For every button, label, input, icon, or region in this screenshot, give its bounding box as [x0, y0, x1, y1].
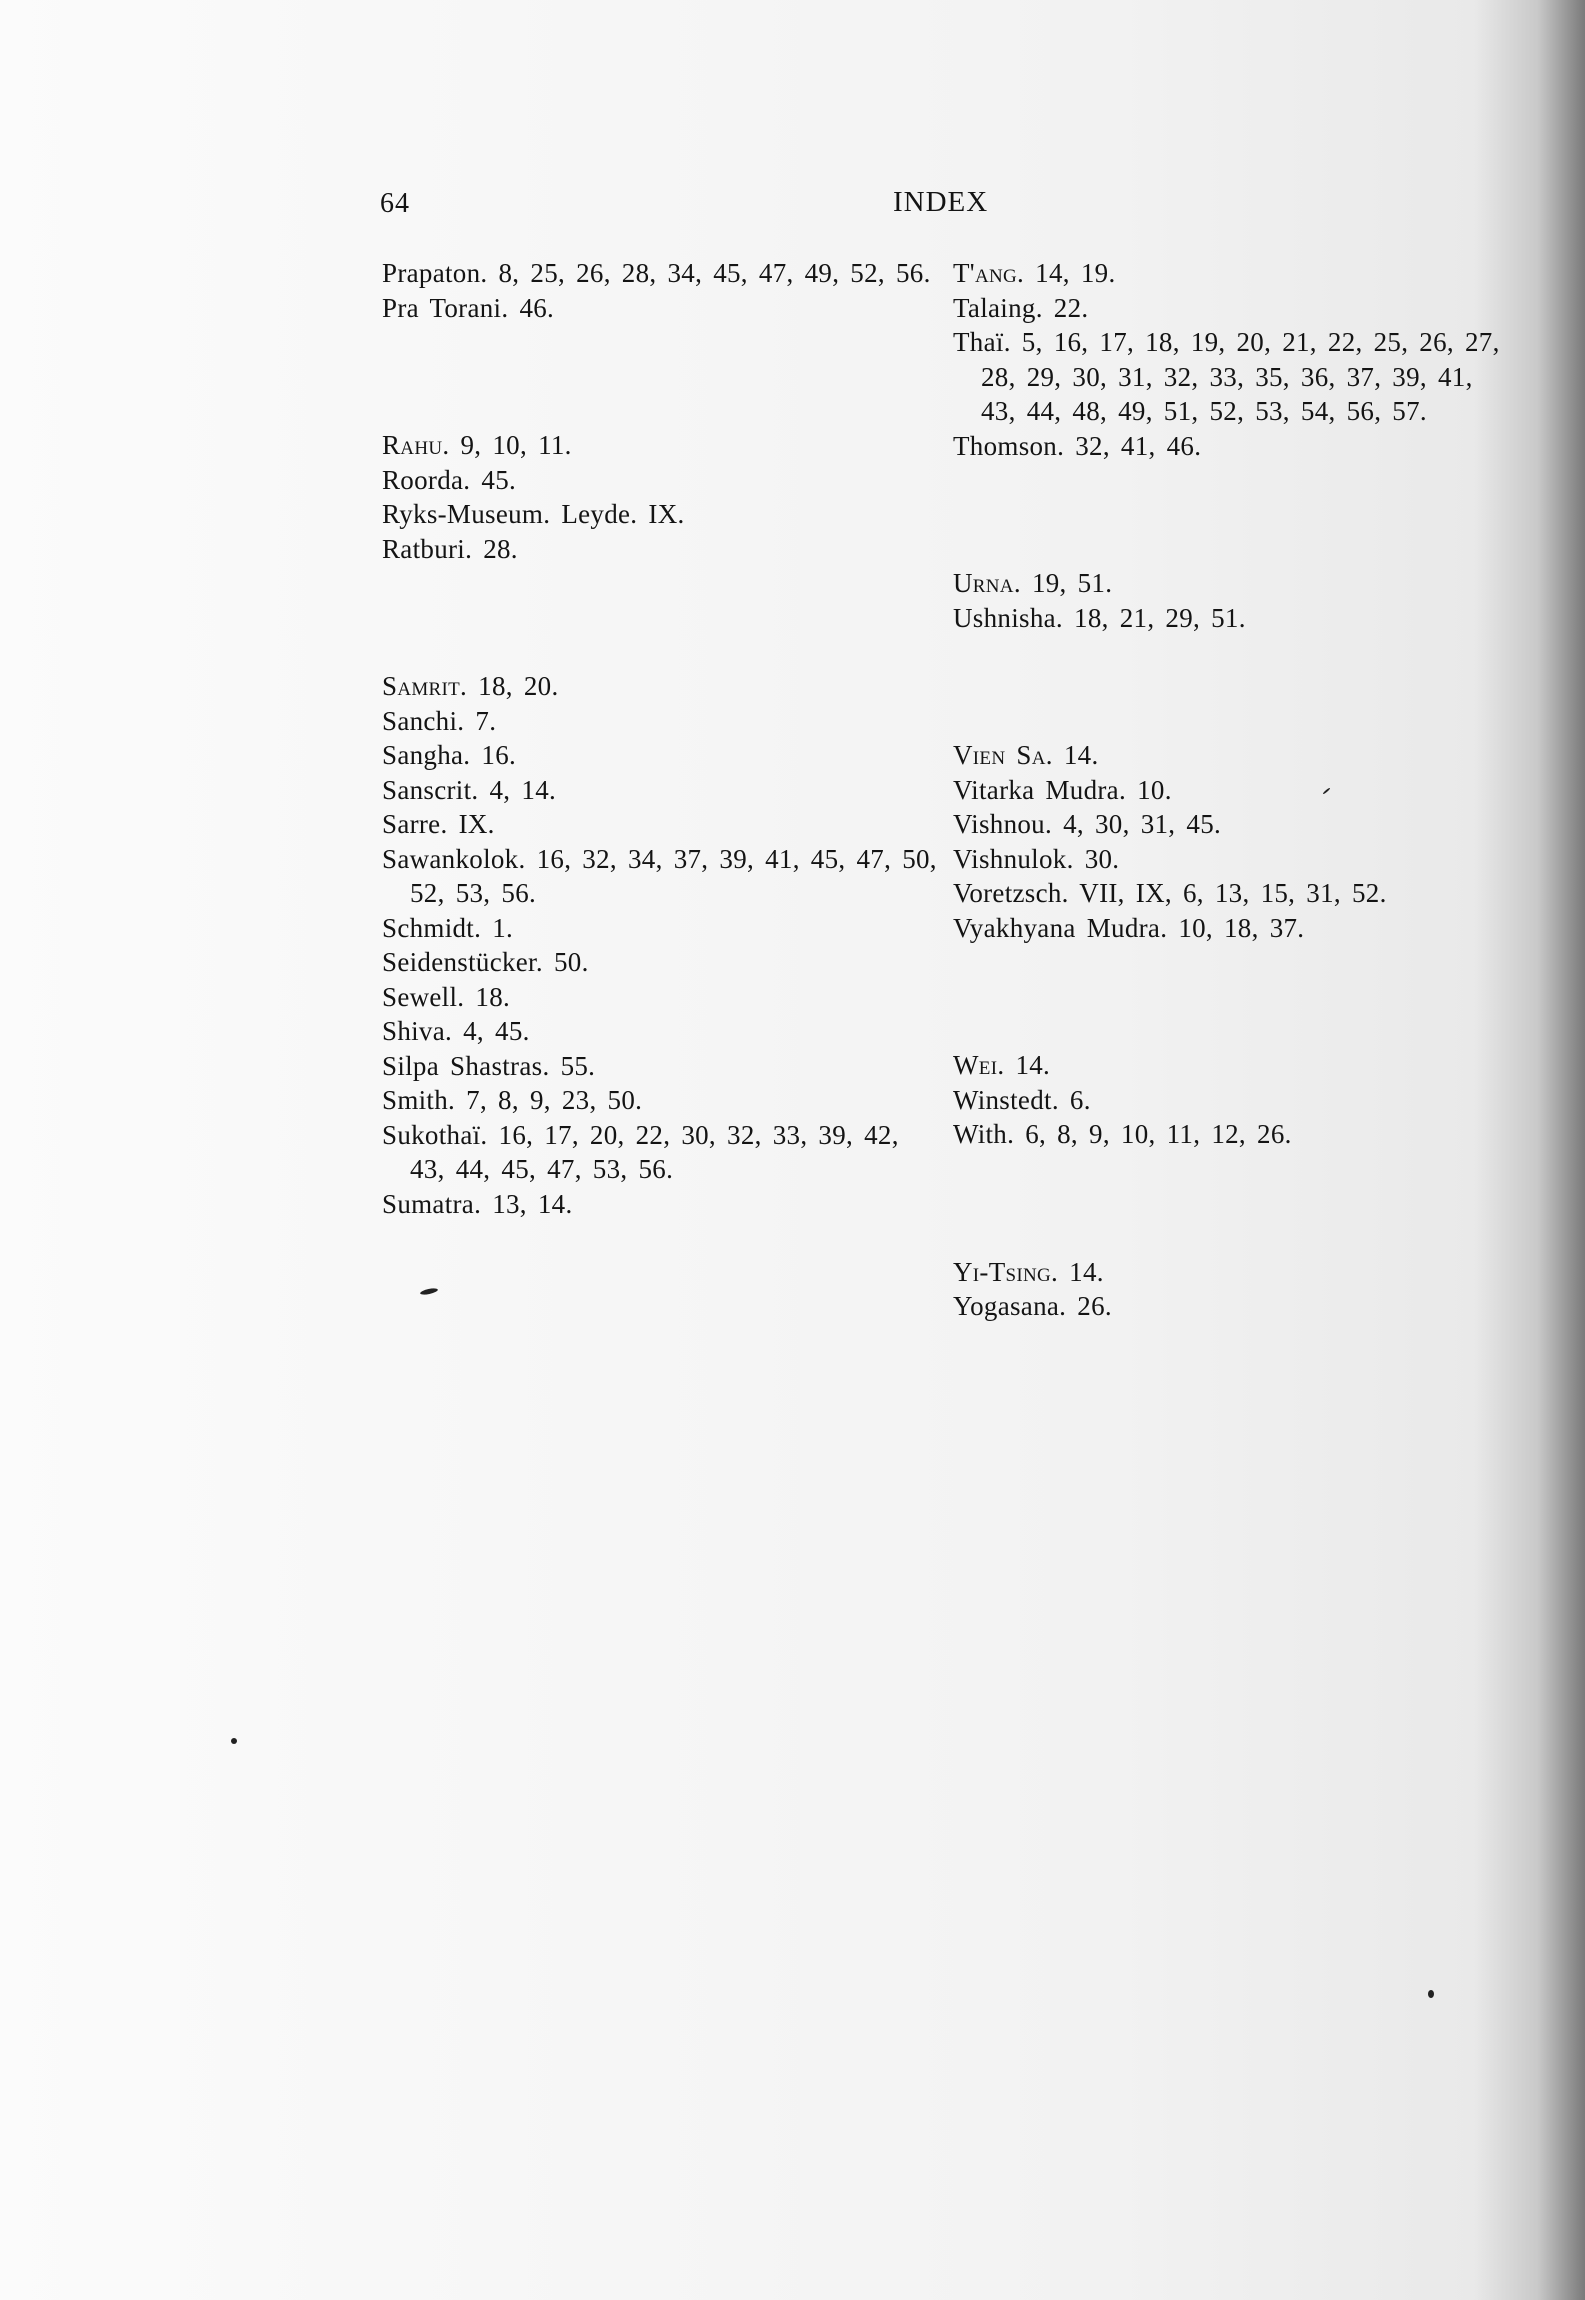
index-entry: [382, 428, 942, 463]
index-headword: Prapaton: [382, 258, 481, 288]
index-separator: .: [1035, 292, 1054, 323]
index-entry: [953, 566, 1513, 601]
letter-group-gap: [953, 945, 1513, 1048]
index-headword: Ushnisha: [953, 602, 1056, 633]
index-headword: Vitarka Mudra: [953, 774, 1119, 805]
index-page-refs: 5, 16, 17, 18, 19, 20, 21, 22, 25, 26, 27, 28, 29, 30, 31, 32, 33, 35, 36, 37, 39, 41, 43, 44, 48, 49, 51, 52, 53, 54, 56, 57.: [981, 327, 1500, 426]
index-headword: Thomson: [953, 430, 1058, 461]
index-entry: [953, 1048, 1513, 1083]
index-separator: .: [448, 1085, 467, 1115]
index-separator: .: [1045, 809, 1064, 839]
letter-group-gap: [953, 463, 1513, 566]
scan-speck: [420, 1287, 439, 1296]
letter-group: [953, 738, 1513, 945]
index-headword: Talaing: [953, 292, 1036, 323]
index-page-refs: 19, 51.: [1031, 568, 1113, 598]
letter-group: [953, 256, 1513, 463]
index-separator: .: [480, 1119, 499, 1150]
index-page-refs: 4, 14.: [489, 774, 557, 805]
index-separator: .: [518, 843, 537, 874]
index-page-refs: 46.: [519, 292, 555, 323]
letter-group-gap: [382, 325, 942, 428]
index-separator: .: [457, 705, 476, 736]
index-entry: [382, 911, 942, 946]
index-headword: Yi-Tsing: [953, 1256, 1052, 1287]
index-headword: Yogasana: [953, 1291, 1060, 1321]
index-headword: Sarre: [382, 809, 441, 839]
index-entry: [382, 1118, 942, 1187]
index-separator: .: [542, 1050, 561, 1081]
index-headword: Wei: [953, 1050, 998, 1080]
index-headword: With: [953, 1119, 1008, 1149]
index-headword: T'ang: [953, 258, 1018, 288]
index-entry: [382, 704, 942, 739]
index-headword: Samrit: [382, 671, 461, 701]
index-page-refs: 14.: [1069, 1256, 1104, 1287]
index-separator: .: [1160, 912, 1179, 943]
index-page-refs: 10, 18, 37.: [1178, 912, 1305, 943]
index-entry: [382, 1014, 942, 1049]
index-page-refs: 4, 45.: [463, 1016, 530, 1046]
index-entry: [953, 601, 1513, 636]
index-page-refs: 16.: [481, 740, 517, 770]
index-headword: Pra Torani: [382, 292, 502, 323]
index-headword: Sanscrit: [382, 774, 472, 805]
index-entry: [953, 807, 1513, 842]
index-entry: [953, 1255, 1513, 1290]
index-separator: .: [463, 740, 482, 770]
index-separator: .: [997, 1050, 1016, 1080]
running-title: INDEX: [893, 186, 989, 218]
index-headword: Rahu: [382, 430, 443, 460]
index-headword: Vyakhyana Mudra: [953, 912, 1161, 943]
index-page-refs: 28.: [483, 533, 518, 564]
index-headword: Sawankolok: [382, 843, 519, 874]
index-page-refs: 6.: [1069, 1084, 1091, 1115]
page-number: 64: [380, 188, 410, 219]
index-page-refs: 18, 21, 29, 51.: [1074, 602, 1246, 633]
index-separator: .: [1051, 1256, 1070, 1287]
index-page-refs: 22.: [1053, 292, 1089, 323]
index-separator: .: [1003, 327, 1022, 357]
letter-group: [382, 256, 942, 325]
index-entry: [382, 1049, 942, 1084]
scan-speck: [1428, 1990, 1434, 1998]
index-entry: [953, 325, 1513, 429]
index-headword: Sumatra: [382, 1188, 475, 1219]
index-separator: .: [1057, 430, 1076, 461]
index-page-refs: 26.: [1077, 1291, 1112, 1321]
index-separator: .: [445, 1016, 464, 1046]
index-separator: .: [1055, 602, 1075, 633]
index-headword: Sukothaï: [382, 1119, 481, 1150]
index-entry: [382, 945, 942, 980]
index-separator: .: [535, 947, 554, 977]
letter-group: [953, 566, 1513, 635]
index-page-refs: 45.: [481, 464, 517, 495]
scan-speck: [231, 1738, 237, 1744]
index-page-refs: 55.: [560, 1050, 596, 1081]
index-entry: [382, 256, 942, 291]
index-separator: .: [1017, 258, 1036, 288]
index-page-refs: VII, IX, 6, 13, 15, 31, 52.: [1079, 878, 1387, 908]
index-page-refs: 16, 17, 20, 22, 30, 32, 33, 39, 42, 43, 44, 45, 47, 53, 56.: [410, 1119, 899, 1184]
index-page-refs: IX.: [458, 809, 495, 839]
index-page-refs: 50.: [553, 947, 589, 977]
index-entry: [953, 876, 1513, 911]
index-separator: .: [1061, 878, 1080, 908]
index-separator: .: [471, 774, 490, 805]
index-page-refs: 10.: [1137, 774, 1172, 805]
index-page-refs: 1.: [492, 912, 514, 943]
index-entry: [953, 1289, 1513, 1324]
index-entry: [382, 842, 942, 911]
index-entry: [382, 738, 942, 773]
index-headword: Sangha: [382, 740, 464, 770]
index-headword: Schmidt: [382, 912, 475, 943]
index-page-refs: 16, 32, 34, 37, 39, 41, 45, 47, 50, 52, 53, 56.: [410, 843, 937, 908]
letter-group: [953, 1255, 1513, 1324]
index-entry: [953, 291, 1513, 326]
index-separator: .: [474, 1188, 493, 1219]
index-page-refs: 30.: [1084, 843, 1120, 874]
index-separator: .: [1045, 740, 1064, 770]
letter-group: [382, 669, 942, 1221]
index-page-refs: 9, 10, 11.: [460, 430, 572, 460]
index-headword: Roorda: [382, 464, 464, 495]
letter-group-gap: [382, 566, 942, 669]
index-headword: Vishnou: [953, 809, 1045, 839]
letter-group: [382, 428, 942, 566]
index-page-refs: 13, 14.: [492, 1188, 573, 1219]
index-page-refs: 4, 30, 31, 45.: [1063, 809, 1222, 839]
index-separator: .: [1059, 1291, 1078, 1321]
index-headword: Voretzsch: [953, 878, 1062, 908]
index-entry: [382, 807, 942, 842]
index-headword: Silpa Shastras: [382, 1050, 543, 1081]
index-headword: Seidenstücker: [382, 947, 536, 977]
index-entry: [382, 773, 942, 808]
index-separator: .: [480, 258, 499, 288]
index-headword: Vien Sa: [953, 740, 1046, 770]
index-separator: .: [1007, 1119, 1026, 1149]
index-headword: Shiva: [382, 1016, 446, 1046]
letter-group: [953, 1048, 1513, 1152]
index-separator: .: [440, 809, 459, 839]
index-entry: [382, 463, 942, 498]
index-column-left: [382, 256, 942, 1221]
index-headword: Vishnulok: [953, 843, 1067, 874]
index-separator: .: [457, 981, 476, 1012]
index-entry: [382, 1187, 942, 1222]
index-headword: Winstedt: [953, 1084, 1052, 1115]
index-separator: .: [501, 292, 520, 323]
letter-group-gap: [953, 635, 1513, 738]
index-page-refs: 14.: [1063, 740, 1099, 770]
page-header: [0, 186, 1585, 226]
index-separator: .: [465, 533, 484, 564]
index-separator: .: [1066, 843, 1085, 874]
index-page-refs: 18.: [475, 981, 511, 1012]
index-page-refs: 8, 25, 26, 28, 34, 45, 47, 49, 52, 56.: [498, 258, 931, 288]
index-entry: [382, 980, 942, 1015]
index-separator: .: [1013, 568, 1032, 598]
index-headword: Smith: [382, 1085, 449, 1115]
index-separator: .: [460, 671, 479, 701]
index-page-refs: 7, 8, 9, 23, 50.: [466, 1085, 643, 1115]
index-separator: .: [543, 499, 562, 529]
index-entry: [953, 1117, 1513, 1152]
index-entry: [953, 1083, 1513, 1118]
index-entry: [382, 291, 942, 326]
index-page-refs: 6, 8, 9, 10, 11, 12, 26.: [1025, 1119, 1292, 1149]
index-page-refs: 32, 41, 46.: [1075, 430, 1202, 461]
index-entry: [382, 497, 942, 532]
index-headword: Sanchi: [382, 705, 458, 736]
index-entry: [382, 1083, 942, 1118]
index-headword: Thaï: [953, 327, 1004, 357]
index-separator: .: [463, 464, 482, 495]
index-headword: Ratburi: [382, 533, 466, 564]
index-separator: .: [442, 430, 461, 460]
index-entry: [382, 532, 942, 567]
index-separator: .: [1051, 1084, 1070, 1115]
index-entry: [953, 738, 1513, 773]
index-page-refs: 14, 19.: [1035, 258, 1116, 288]
index-entry: [382, 669, 942, 704]
index-entry: [953, 842, 1513, 877]
index-column-right: [953, 256, 1513, 1324]
index-entry: [953, 429, 1513, 464]
index-entry: [953, 256, 1513, 291]
index-entry: [953, 773, 1513, 808]
index-separator: .: [1118, 774, 1138, 805]
index-page-refs: Leyde. IX.: [561, 499, 685, 529]
index-page-refs: 14.: [1015, 1050, 1051, 1080]
index-entry: [953, 911, 1513, 946]
index-page-refs: 18, 20.: [478, 671, 559, 701]
index-headword: Urna: [953, 568, 1014, 598]
index-separator: .: [474, 912, 493, 943]
letter-group-gap: [953, 1152, 1513, 1255]
index-page-refs: 7.: [475, 705, 497, 736]
index-headword: Ryks-Museum: [382, 499, 544, 529]
index-headword: Sewell: [382, 981, 458, 1012]
